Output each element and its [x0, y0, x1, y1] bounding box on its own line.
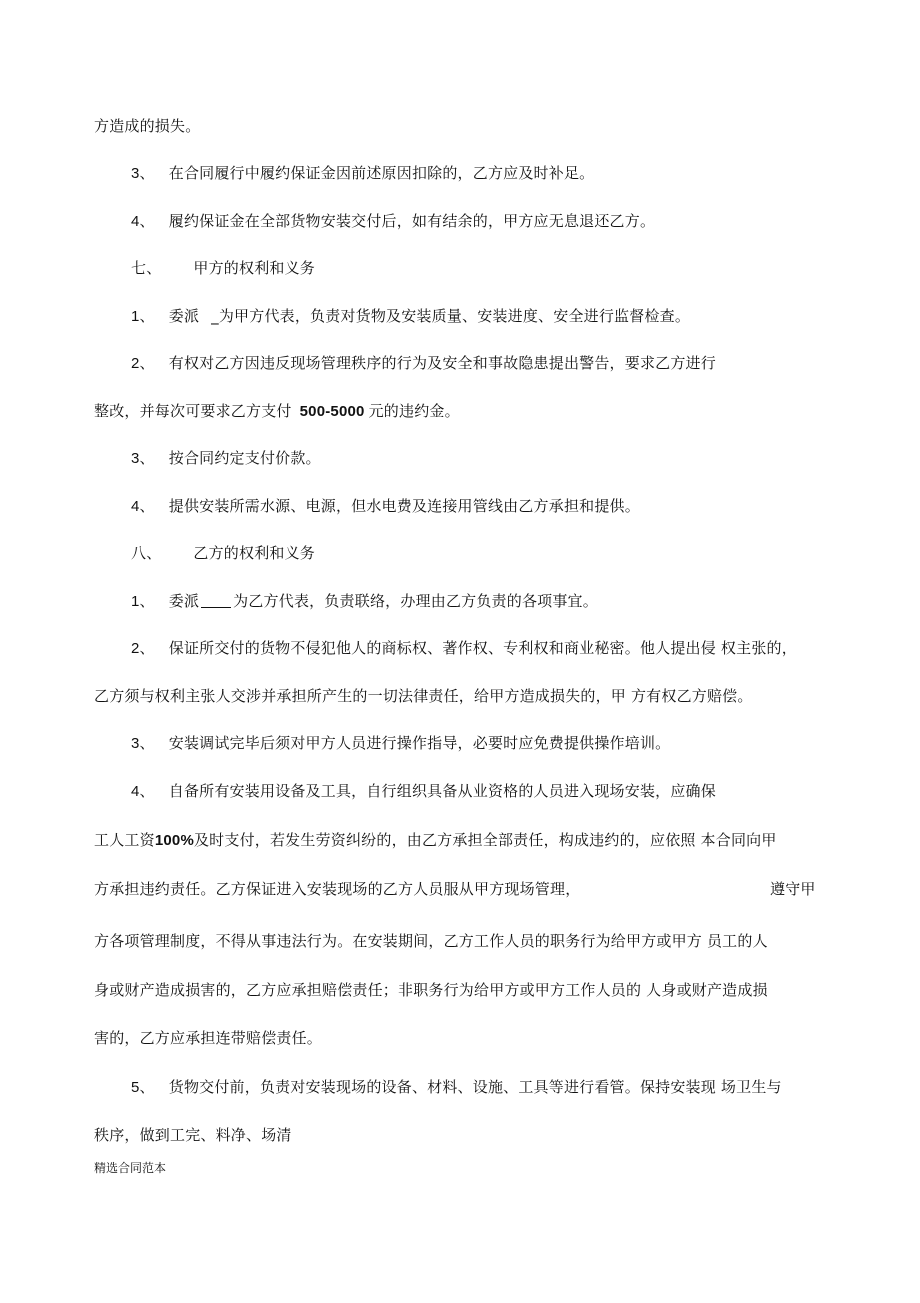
line-text: 乙方须与权利主张人交涉并承担所产生的一切法律责任，给甲方造成损失的，甲 方有权乙方赔偿。	[94, 687, 753, 705]
percentage: 100%	[154, 832, 194, 849]
clause-number: 4、	[131, 213, 155, 230]
clause-text: 安装调试完毕后须对甲方人员进行操作指导，必要时应免费提供操作培训。	[168, 734, 671, 752]
line-text: 方造成的损失。	[94, 117, 201, 135]
line-text: 及时支付，若发生劳资纠纷的，由乙方承担全部责任，构成违约的，应依照 本合同向甲	[193, 831, 777, 849]
clause-number: 4、	[131, 783, 155, 800]
line-text: 遵守甲	[770, 880, 816, 898]
clause-8-2-continued	[94, 686, 753, 706]
clause-number: 2、	[131, 355, 155, 372]
clause-8-5	[131, 1077, 782, 1098]
clause-text: 为乙方代表，负责联络，办理由乙方负责的各项事宜。	[233, 592, 598, 610]
clause-6-4	[131, 211, 655, 232]
clause-text: _为甲方代表，负责对货物及安装质量、安装进度、安全进行监督检查。	[211, 307, 691, 325]
section-title: 甲方的权利和义务	[193, 259, 316, 277]
clause-number: 1、	[131, 308, 155, 325]
clause-8-3	[131, 733, 670, 754]
clause-number: 2、	[131, 640, 155, 657]
clause-8-4-continued-4	[94, 980, 768, 1000]
clause-8-4-continued-2-right	[770, 879, 816, 899]
line-text: 害的，乙方应承担连带赔偿责任。	[94, 1029, 323, 1047]
clause-8-1	[131, 591, 598, 612]
page-footer: 精选合同范本	[94, 1161, 167, 1175]
clause-number: 5、	[131, 1079, 155, 1096]
clause-8-2	[131, 638, 797, 659]
clause-7-3	[131, 448, 321, 469]
line-text: 元的违约金。	[368, 402, 460, 420]
line-text: 身或财产造成损害的，乙方应承担赔偿责任；非职务行为给甲方或甲方工作人员的 人身或财产造成损	[94, 981, 768, 999]
clause-8-4-continued-5	[94, 1028, 322, 1048]
section-8-heading	[131, 543, 315, 564]
line-text: 方承担违约责任。乙方保证进入安装现场的乙方人员服从甲方现场管理，	[94, 880, 581, 898]
clause-text: 提供安装所需水源、电源，但水电费及连接用管线由乙方承担和提供。	[168, 497, 640, 515]
clause-text: 履约保证金在全部货物安装交付后，如有结余的，甲方应无息退还乙方。	[168, 212, 656, 230]
clause-prefix: 委派	[168, 307, 200, 325]
section-number: 八、	[131, 545, 162, 562]
clause-7-2-continued	[94, 401, 460, 422]
section-title: 乙方的权利和义务	[193, 544, 316, 562]
amount-range: 500-5000	[299, 403, 365, 420]
clause-6-3	[131, 163, 594, 184]
clause-text: 在合同履行中履约保证金因前述原因扣除的，乙方应及时补足。	[168, 164, 595, 182]
clause-number: 3、	[131, 735, 155, 752]
line-text: 工人工资	[94, 831, 155, 849]
blank-field	[201, 592, 231, 608]
line-text: 整改，并每次可要求乙方支付	[94, 402, 292, 420]
clause-text: 自备所有安装用设备及工具，自行组织具备从业资格的人员进入现场安装，应确保	[168, 782, 716, 800]
clause-text: 按合同约定支付价款。	[168, 449, 321, 467]
clause-8-4	[131, 781, 716, 802]
line-text: 方各项管理制度，不得从事违法行为。在安装期间，乙方工作人员的职务行为给甲方或甲方 员工的人	[94, 932, 768, 950]
clause-8-4-continued-1	[94, 830, 777, 851]
clause-number: 1、	[131, 593, 155, 610]
paragraph-line	[94, 116, 200, 136]
section-number: 七、	[131, 260, 162, 277]
clause-number: 3、	[131, 450, 155, 467]
section-7-heading	[131, 258, 315, 279]
clause-8-4-continued-3	[94, 931, 768, 951]
clause-7-1	[131, 306, 690, 327]
line-text: 秩序，做到工完、料净、场清	[94, 1126, 292, 1144]
clause-text: 货物交付前，负责对安装现场的设备、材料、设施、工具等进行看管。保持安装现 场卫生与	[168, 1078, 782, 1096]
clause-8-5-continued	[94, 1125, 292, 1145]
clause-prefix: 委派	[168, 592, 200, 610]
clause-7-2	[131, 353, 716, 374]
clause-text: 有权对乙方因违反现场管理秩序的行为及安全和事故隐患提出警告，要求乙方进行	[168, 354, 716, 372]
clause-number: 3、	[131, 165, 155, 182]
clause-number: 4、	[131, 498, 155, 515]
clause-text: 保证所交付的货物不侵犯他人的商标权、著作权、专利权和商业秘密。他人提出侵 权主张的，	[168, 639, 797, 657]
clause-8-4-continued-2	[94, 879, 580, 899]
clause-7-4	[131, 496, 640, 517]
